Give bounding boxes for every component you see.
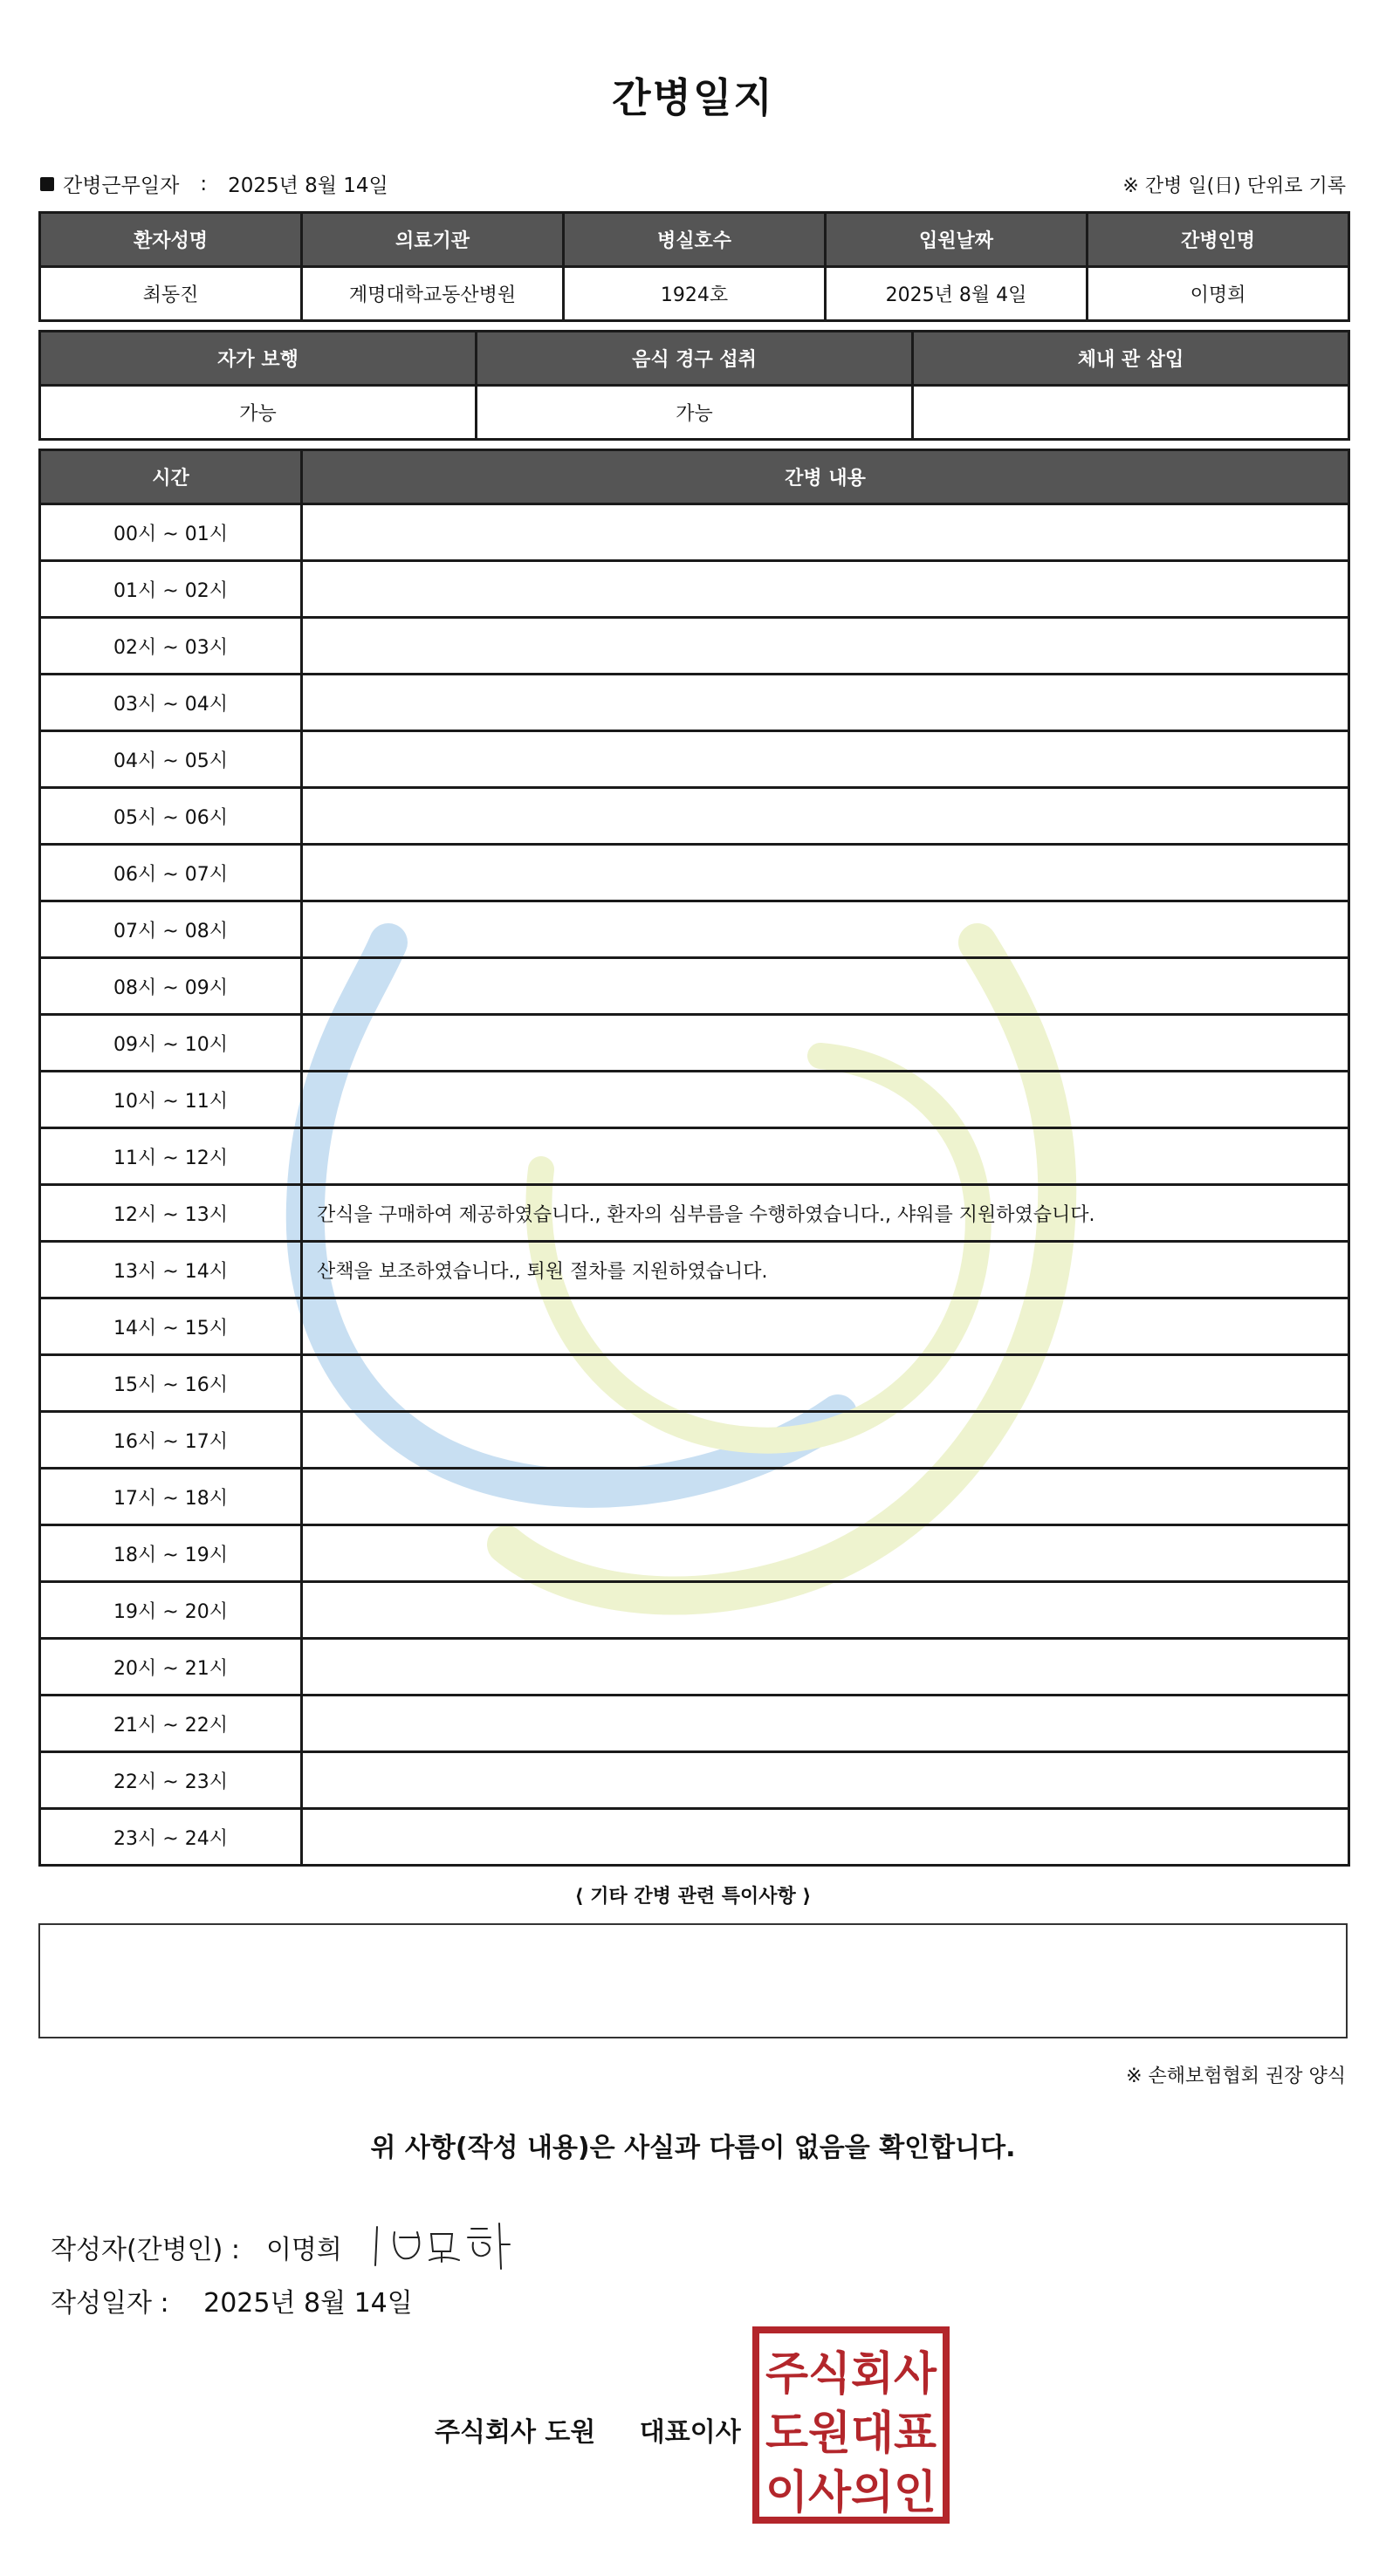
care-log-row (40, 618, 1349, 675)
care-log-time: 04시 ~ 05시 (40, 731, 302, 788)
header-time: 시간 (40, 450, 302, 504)
care-log-content (302, 561, 1349, 618)
care-log-row (40, 1639, 1349, 1696)
care-log-row (40, 1469, 1349, 1525)
header-hospital: 의료기관 (302, 213, 564, 267)
care-log-time: 14시 ~ 15시 (40, 1298, 302, 1355)
care-log-content (302, 788, 1349, 845)
hospital-value: 계명대학교동산병원 (302, 267, 564, 321)
care-log-content (302, 1412, 1349, 1469)
care-log-row (40, 561, 1349, 618)
care-log-content (302, 1752, 1349, 1809)
care-log-row (40, 1355, 1349, 1412)
care-log-time: 20시 ~ 21시 (40, 1639, 302, 1696)
care-log-time: 07시 ~ 08시 (40, 901, 302, 958)
care-log-row (40, 1752, 1349, 1809)
form-source-note: ※ 손해보험협회 권장 양식 (1126, 2066, 1346, 2087)
svg-text:이사의인: 이사의인 (765, 2467, 937, 2519)
care-log-table (38, 449, 1350, 1867)
bullet-square-icon (40, 177, 54, 191)
care-log-row (40, 504, 1349, 561)
header-room-number: 병실호수 (564, 213, 826, 267)
care-log-content (302, 1015, 1349, 1072)
caregiver-name-value: 이명희 (1088, 267, 1349, 321)
care-log-row (40, 958, 1349, 1015)
care-log-time: 09시 ~ 10시 (40, 1015, 302, 1072)
company-name: 주식회사 도원 (435, 2417, 596, 2448)
header-care-content: 간병 내용 (302, 450, 1349, 504)
patient-name-value: 최동진 (40, 267, 302, 321)
patient-info-table (38, 211, 1350, 322)
care-log-row (40, 1128, 1349, 1185)
care-log-content (302, 618, 1349, 675)
patient-status-table (38, 330, 1350, 441)
company-seal-stamp (752, 2326, 950, 2524)
care-log-row (40, 1015, 1349, 1072)
header-tube-insertion: 체내 관 삽입 (913, 332, 1349, 386)
care-log-time: 03시 ~ 04시 (40, 675, 302, 731)
work-date-separator: : (200, 172, 208, 195)
care-log-row (40, 1185, 1349, 1242)
care-log-time: 01시 ~ 02시 (40, 561, 302, 618)
care-log-time: 10시 ~ 11시 (40, 1072, 302, 1128)
care-log-row (40, 675, 1349, 731)
care-log-time: 19시 ~ 20시 (40, 1582, 302, 1639)
care-log-row (40, 788, 1349, 845)
room-number-value: 1924호 (564, 267, 826, 321)
care-log-time: 06시 ~ 07시 (40, 845, 302, 901)
care-log-content: 산책을 보조하였습니다., 퇴원 절차를 지원하였습니다. (302, 1242, 1349, 1298)
care-log-time: 02시 ~ 03시 (40, 618, 302, 675)
record-unit-note: ※ 간병 일(日) 단위로 기록 (1122, 175, 1346, 197)
care-log-content (302, 1355, 1349, 1412)
care-log-content (302, 1582, 1349, 1639)
header-patient-name: 환자성명 (40, 213, 302, 267)
care-log-row (40, 1412, 1349, 1469)
svg-text:주식회사: 주식회사 (765, 2348, 937, 2401)
care-log-time: 16시 ~ 17시 (40, 1412, 302, 1469)
care-log-time: 11시 ~ 12시 (40, 1128, 302, 1185)
care-log-row (40, 1072, 1349, 1128)
care-log-content (302, 1639, 1349, 1696)
admission-date-value: 2025년 8월 4일 (826, 267, 1088, 321)
care-log-row (40, 1696, 1349, 1752)
care-log-row (40, 1582, 1349, 1639)
care-log-content (302, 1072, 1349, 1128)
self-walking-value: 가능 (40, 386, 477, 440)
special-notes-box (38, 1923, 1348, 2038)
care-log-content (302, 675, 1349, 731)
care-log-time: 21시 ~ 22시 (40, 1696, 302, 1752)
writer-line (51, 2216, 525, 2278)
care-log-content (302, 1525, 1349, 1582)
patient-status-value-row (40, 386, 1349, 440)
care-log-row (40, 901, 1349, 958)
care-log-time: 23시 ~ 24시 (40, 1809, 302, 1866)
care-log-content (302, 1298, 1349, 1355)
care-log-time: 13시 ~ 14시 (40, 1242, 302, 1298)
care-log-time: 05시 ~ 06시 (40, 788, 302, 845)
tube-insertion-value (913, 386, 1349, 440)
care-log-time: 15시 ~ 16시 (40, 1355, 302, 1412)
care-log-content (302, 1696, 1349, 1752)
oral-intake-value: 가능 (477, 386, 913, 440)
care-log-time: 17시 ~ 18시 (40, 1469, 302, 1525)
patient-status-header-row (40, 332, 1349, 386)
write-date-label: 작성일자 : (51, 2288, 169, 2319)
care-log-header-row (40, 450, 1349, 504)
header-self-walking: 자가 보행 (40, 332, 477, 386)
write-date-value: 2025년 8월 14일 (203, 2288, 413, 2319)
care-log-content (302, 1128, 1349, 1185)
write-date-line (51, 2281, 413, 2319)
care-log-time: 08시 ~ 09시 (40, 958, 302, 1015)
care-log-content (302, 504, 1349, 561)
care-log-content (302, 1809, 1349, 1866)
care-log-row (40, 1298, 1349, 1355)
header-caregiver-name: 간병인명 (1088, 213, 1349, 267)
care-log-content (302, 901, 1349, 958)
special-notes-title: ⟨ 기타 간병 관련 특이사항 ⟩ (574, 1886, 812, 1908)
care-log-time: 18시 ~ 19시 (40, 1525, 302, 1582)
confirmation-statement: 위 사항(작성 내용)은 사실과 다름이 없음을 확인합니다. (370, 2133, 1016, 2163)
care-log-content (302, 731, 1349, 788)
care-log-content (302, 845, 1349, 901)
care-log-row (40, 845, 1349, 901)
care-log-content (302, 958, 1349, 1015)
work-date-label: 간병근무일자 (63, 175, 180, 197)
work-date-value: 2025년 8월 14일 (228, 175, 388, 197)
care-log-time: 12시 ~ 13시 (40, 1185, 302, 1242)
company-line (435, 2410, 741, 2449)
patient-info-header-row (40, 213, 1349, 267)
care-log-content (302, 1469, 1349, 1525)
care-log-content: 간식을 구매하여 제공하였습니다., 환자의 심부름을 수행하였습니다., 샤워를 지원하였습니다. (302, 1185, 1349, 1242)
care-log-time: 00시 ~ 01시 (40, 504, 302, 561)
care-log-time: 22시 ~ 23시 (40, 1752, 302, 1809)
writer-name: 이명희 (265, 2235, 342, 2265)
svg-text:도원대표: 도원대표 (765, 2408, 937, 2460)
page-title: 간병일지 (612, 74, 774, 121)
company-representative: 대표이사 (639, 2417, 741, 2448)
care-log-row (40, 1525, 1349, 1582)
header-admission-date: 입원날짜 (826, 213, 1088, 267)
care-log-row (40, 731, 1349, 788)
work-date-line (40, 169, 388, 198)
patient-info-value-row (40, 267, 1349, 321)
writer-label: 작성자(간병인) : (51, 2235, 240, 2265)
header-oral-intake: 음식 경구 섭취 (477, 332, 913, 386)
care-log-row (40, 1242, 1349, 1298)
handwritten-signature (368, 2216, 525, 2278)
care-log-row (40, 1809, 1349, 1866)
